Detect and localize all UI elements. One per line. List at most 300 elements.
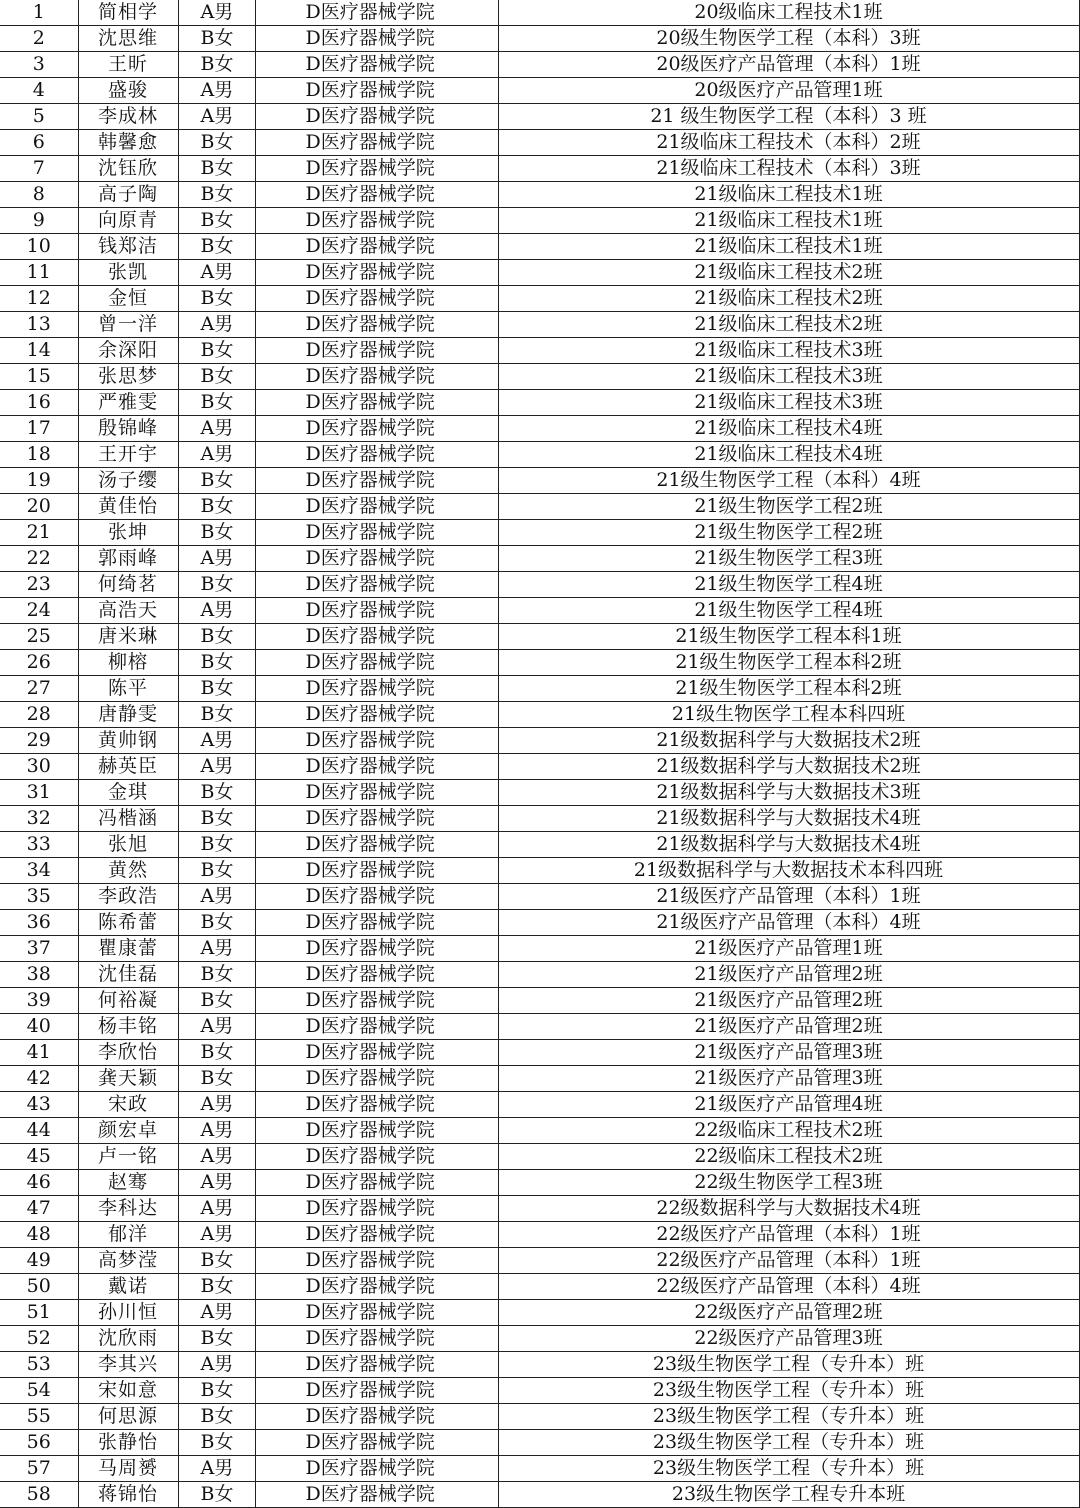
gender-cell[interactable]: B女 (178, 468, 255, 494)
class-cell[interactable]: 21级临床工程技术2班 (498, 312, 1079, 338)
gender-cell[interactable]: B女 (178, 780, 255, 806)
row-number-cell[interactable]: 38 (0, 962, 78, 988)
college-cell[interactable]: D医疗器械学院 (255, 390, 498, 416)
college-cell[interactable]: D医疗器械学院 (255, 130, 498, 156)
gender-cell[interactable]: B女 (178, 702, 255, 728)
student-name-cell[interactable]: 李欣怡 (78, 1040, 178, 1066)
class-cell[interactable]: 21级生物医学工程（本科）4班 (498, 468, 1079, 494)
student-name-cell[interactable]: 李科达 (78, 1196, 178, 1222)
gender-cell[interactable]: B女 (178, 1482, 255, 1508)
row-number-cell[interactable]: 21 (0, 520, 78, 546)
student-name-cell[interactable]: 何裕凝 (78, 988, 178, 1014)
row-number-cell[interactable]: 56 (0, 1430, 78, 1456)
college-cell[interactable]: D医疗器械学院 (255, 728, 498, 754)
row-number-cell[interactable]: 20 (0, 494, 78, 520)
college-cell[interactable]: D医疗器械学院 (255, 52, 498, 78)
gender-cell[interactable]: B女 (178, 130, 255, 156)
gender-cell[interactable]: B女 (178, 1378, 255, 1404)
gender-cell[interactable]: B女 (178, 572, 255, 598)
class-cell[interactable]: 21级生物医学工程4班 (498, 598, 1079, 624)
student-name-cell[interactable]: 龚天颖 (78, 1066, 178, 1092)
gender-cell[interactable]: A男 (178, 598, 255, 624)
student-name-cell[interactable]: 李其兴 (78, 1352, 178, 1378)
row-number-cell[interactable]: 34 (0, 858, 78, 884)
row-number-cell[interactable]: 58 (0, 1482, 78, 1508)
class-cell[interactable]: 20级临床工程技术1班 (498, 0, 1079, 26)
student-name-cell[interactable]: 宋政 (78, 1092, 178, 1118)
gender-cell[interactable]: A男 (178, 416, 255, 442)
row-number-cell[interactable]: 1 (0, 0, 78, 26)
class-cell[interactable]: 21级临床工程技术1班 (498, 208, 1079, 234)
row-number-cell[interactable]: 30 (0, 754, 78, 780)
college-cell[interactable]: D医疗器械学院 (255, 104, 498, 130)
class-cell[interactable]: 23级生物医学工程（专升本）班 (498, 1430, 1079, 1456)
college-cell[interactable]: D医疗器械学院 (255, 884, 498, 910)
college-cell[interactable]: D医疗器械学院 (255, 1300, 498, 1326)
class-cell[interactable]: 21级数据科学与大数据技术2班 (498, 728, 1079, 754)
row-number-cell[interactable]: 18 (0, 442, 78, 468)
college-cell[interactable]: D医疗器械学院 (255, 1196, 498, 1222)
student-name-cell[interactable]: 高浩天 (78, 598, 178, 624)
student-name-cell[interactable]: 张旭 (78, 832, 178, 858)
row-number-cell[interactable]: 37 (0, 936, 78, 962)
student-name-cell[interactable]: 高梦滢 (78, 1248, 178, 1274)
gender-cell[interactable]: A男 (178, 1014, 255, 1040)
class-cell[interactable]: 21级生物医学工程3班 (498, 546, 1079, 572)
student-name-cell[interactable]: 张凯 (78, 260, 178, 286)
class-cell[interactable]: 23级生物医学工程（专升本）班 (498, 1404, 1079, 1430)
college-cell[interactable]: D医疗器械学院 (255, 1222, 498, 1248)
class-cell[interactable]: 22级医疗产品管理（本科）1班 (498, 1222, 1079, 1248)
row-number-cell[interactable]: 16 (0, 390, 78, 416)
gender-cell[interactable]: A男 (178, 728, 255, 754)
row-number-cell[interactable]: 33 (0, 832, 78, 858)
student-name-cell[interactable]: 张思梦 (78, 364, 178, 390)
gender-cell[interactable]: A男 (178, 1300, 255, 1326)
college-cell[interactable]: D医疗器械学院 (255, 1378, 498, 1404)
student-name-cell[interactable]: 黄帅钢 (78, 728, 178, 754)
gender-cell[interactable]: B女 (178, 832, 255, 858)
row-number-cell[interactable]: 55 (0, 1404, 78, 1430)
college-cell[interactable]: D医疗器械学院 (255, 1274, 498, 1300)
gender-cell[interactable]: B女 (178, 806, 255, 832)
student-name-cell[interactable]: 杨丰铭 (78, 1014, 178, 1040)
class-cell[interactable]: 22级医疗产品管理（本科）4班 (498, 1274, 1079, 1300)
row-number-cell[interactable]: 5 (0, 104, 78, 130)
student-name-cell[interactable]: 黄佳怡 (78, 494, 178, 520)
class-cell[interactable]: 20级医疗产品管理（本科）1班 (498, 52, 1079, 78)
gender-cell[interactable]: B女 (178, 520, 255, 546)
gender-cell[interactable]: B女 (178, 52, 255, 78)
student-name-cell[interactable]: 高子陶 (78, 182, 178, 208)
student-name-cell[interactable]: 宋如意 (78, 1378, 178, 1404)
gender-cell[interactable]: B女 (178, 1326, 255, 1352)
college-cell[interactable]: D医疗器械学院 (255, 364, 498, 390)
college-cell[interactable]: D医疗器械学院 (255, 338, 498, 364)
class-cell[interactable]: 22级临床工程技术2班 (498, 1144, 1079, 1170)
college-cell[interactable]: D医疗器械学院 (255, 858, 498, 884)
gender-cell[interactable]: A男 (178, 104, 255, 130)
gender-cell[interactable]: B女 (178, 676, 255, 702)
class-cell[interactable]: 21级数据科学与大数据技术4班 (498, 806, 1079, 832)
student-name-cell[interactable]: 李政浩 (78, 884, 178, 910)
row-number-cell[interactable]: 29 (0, 728, 78, 754)
row-number-cell[interactable]: 28 (0, 702, 78, 728)
class-cell[interactable]: 22级数据科学与大数据技术4班 (498, 1196, 1079, 1222)
gender-cell[interactable]: B女 (178, 988, 255, 1014)
student-name-cell[interactable]: 张坤 (78, 520, 178, 546)
college-cell[interactable]: D医疗器械学院 (255, 1118, 498, 1144)
gender-cell[interactable]: A男 (178, 312, 255, 338)
row-number-cell[interactable]: 35 (0, 884, 78, 910)
student-name-cell[interactable]: 王开宇 (78, 442, 178, 468)
gender-cell[interactable]: B女 (178, 286, 255, 312)
gender-cell[interactable]: A男 (178, 936, 255, 962)
row-number-cell[interactable]: 25 (0, 624, 78, 650)
gender-cell[interactable]: B女 (178, 1404, 255, 1430)
row-number-cell[interactable]: 19 (0, 468, 78, 494)
class-cell[interactable]: 22级医疗产品管理2班 (498, 1300, 1079, 1326)
gender-cell[interactable]: B女 (178, 1274, 255, 1300)
college-cell[interactable]: D医疗器械学院 (255, 1482, 498, 1508)
class-cell[interactable]: 23级生物医学工程（专升本）班 (498, 1378, 1079, 1404)
row-number-cell[interactable]: 24 (0, 598, 78, 624)
gender-cell[interactable]: B女 (178, 494, 255, 520)
table-row (0, 1196, 1079, 1222)
class-cell[interactable]: 21级生物医学工程本科1班 (498, 624, 1079, 650)
college-cell[interactable]: D医疗器械学院 (255, 754, 498, 780)
class-cell[interactable]: 22级生物医学工程3班 (498, 1170, 1079, 1196)
college-cell[interactable]: D医疗器械学院 (255, 234, 498, 260)
row-number-cell[interactable]: 23 (0, 572, 78, 598)
gender-cell[interactable]: B女 (178, 1066, 255, 1092)
row-number-cell[interactable]: 6 (0, 130, 78, 156)
gender-cell[interactable]: B女 (178, 338, 255, 364)
row-number-cell[interactable]: 8 (0, 182, 78, 208)
student-name-cell[interactable]: 马周赟 (78, 1456, 178, 1482)
class-cell[interactable]: 22级医疗产品管理3班 (498, 1326, 1079, 1352)
row-number-cell[interactable]: 15 (0, 364, 78, 390)
college-cell[interactable]: D医疗器械学院 (255, 1144, 498, 1170)
class-cell[interactable]: 21级医疗产品管理（本科）1班 (498, 884, 1079, 910)
college-cell[interactable]: D医疗器械学院 (255, 962, 498, 988)
student-name-cell[interactable]: 何绮茗 (78, 572, 178, 598)
college-cell[interactable]: D医疗器械学院 (255, 1430, 498, 1456)
student-name-cell[interactable]: 郭雨峰 (78, 546, 178, 572)
gender-cell[interactable]: A男 (178, 1170, 255, 1196)
class-cell[interactable]: 21级医疗产品管理3班 (498, 1040, 1079, 1066)
class-cell[interactable]: 23级生物医学工程专升本班 (498, 1482, 1079, 1508)
row-number-cell[interactable]: 26 (0, 650, 78, 676)
college-cell[interactable]: D医疗器械学院 (255, 1040, 498, 1066)
class-cell[interactable]: 21级数据科学与大数据技术4班 (498, 832, 1079, 858)
college-cell[interactable]: D医疗器械学院 (255, 1326, 498, 1352)
class-cell[interactable]: 23级生物医学工程（专升本）班 (498, 1352, 1079, 1378)
row-number-cell[interactable]: 39 (0, 988, 78, 1014)
student-name-cell[interactable]: 瞿康蕾 (78, 936, 178, 962)
gender-cell[interactable]: A男 (178, 754, 255, 780)
gender-cell[interactable]: A男 (178, 78, 255, 104)
gender-cell[interactable]: A男 (178, 1352, 255, 1378)
class-cell[interactable]: 21级医疗产品管理（本科）4班 (498, 910, 1079, 936)
student-name-cell[interactable]: 简相学 (78, 0, 178, 26)
student-name-cell[interactable]: 沈佳磊 (78, 962, 178, 988)
table-row (0, 988, 1079, 1014)
row-number-cell[interactable]: 22 (0, 546, 78, 572)
student-name-cell[interactable]: 唐静雯 (78, 702, 178, 728)
row-number-cell[interactable]: 47 (0, 1196, 78, 1222)
table-row (0, 702, 1079, 728)
student-name-cell[interactable]: 盛骏 (78, 78, 178, 104)
table-row (0, 104, 1079, 130)
college-cell[interactable]: D医疗器械学院 (255, 1170, 498, 1196)
row-number-cell[interactable]: 27 (0, 676, 78, 702)
gender-cell[interactable]: B女 (178, 182, 255, 208)
college-cell[interactable]: D医疗器械学院 (255, 286, 498, 312)
college-cell[interactable]: D医疗器械学院 (255, 260, 498, 286)
college-cell[interactable]: D医疗器械学院 (255, 1066, 498, 1092)
class-cell[interactable]: 21级医疗产品管理2班 (498, 988, 1079, 1014)
row-number-cell[interactable]: 9 (0, 208, 78, 234)
row-number-cell[interactable]: 42 (0, 1066, 78, 1092)
class-cell[interactable]: 21级临床工程技术4班 (498, 416, 1079, 442)
student-name-cell[interactable]: 冯楷涵 (78, 806, 178, 832)
college-cell[interactable]: D医疗器械学院 (255, 0, 498, 26)
college-cell[interactable]: D医疗器械学院 (255, 78, 498, 104)
gender-cell[interactable]: A男 (178, 0, 255, 26)
class-cell[interactable]: 21级数据科学与大数据技术本科四班 (498, 858, 1079, 884)
row-number-cell[interactable]: 4 (0, 78, 78, 104)
class-cell[interactable]: 21级临床工程技术2班 (498, 260, 1079, 286)
student-name-cell[interactable]: 余深阳 (78, 338, 178, 364)
college-cell[interactable]: D医疗器械学院 (255, 312, 498, 338)
row-number-cell[interactable]: 48 (0, 1222, 78, 1248)
class-cell[interactable]: 21级医疗产品管理2班 (498, 1014, 1079, 1040)
gender-cell[interactable]: A男 (178, 1222, 255, 1248)
class-cell[interactable]: 22级医疗产品管理（本科）1班 (498, 1248, 1079, 1274)
row-number-cell[interactable]: 51 (0, 1300, 78, 1326)
college-cell[interactable]: D医疗器械学院 (255, 494, 498, 520)
college-cell[interactable]: D医疗器械学院 (255, 182, 498, 208)
row-number-cell[interactable]: 50 (0, 1274, 78, 1300)
class-cell[interactable]: 21级医疗产品管理2班 (498, 962, 1079, 988)
college-cell[interactable]: D医疗器械学院 (255, 702, 498, 728)
class-cell[interactable]: 21级临床工程技术1班 (498, 234, 1079, 260)
row-number-cell[interactable]: 57 (0, 1456, 78, 1482)
gender-cell[interactable]: A男 (178, 1144, 255, 1170)
college-cell[interactable]: D医疗器械学院 (255, 936, 498, 962)
college-cell[interactable]: D医疗器械学院 (255, 572, 498, 598)
college-cell[interactable]: D医疗器械学院 (255, 676, 498, 702)
gender-cell[interactable]: B女 (178, 624, 255, 650)
college-cell[interactable]: D医疗器械学院 (255, 26, 498, 52)
row-number-cell[interactable]: 17 (0, 416, 78, 442)
college-cell[interactable]: D医疗器械学院 (255, 806, 498, 832)
class-cell[interactable]: 21级医疗产品管理4班 (498, 1092, 1079, 1118)
gender-cell[interactable]: B女 (178, 156, 255, 182)
class-cell[interactable]: 21级生物医学工程本科2班 (498, 676, 1079, 702)
gender-cell[interactable]: B女 (178, 910, 255, 936)
class-cell[interactable]: 21级医疗产品管理3班 (498, 1066, 1079, 1092)
row-number-cell[interactable]: 40 (0, 1014, 78, 1040)
class-cell[interactable]: 21级临床工程技术2班 (498, 286, 1079, 312)
class-cell[interactable]: 23级生物医学工程（专升本）班 (498, 1456, 1079, 1482)
student-name-cell[interactable]: 张静怡 (78, 1430, 178, 1456)
table-row (0, 520, 1079, 546)
gender-cell[interactable]: B女 (178, 858, 255, 884)
row-number-cell[interactable]: 2 (0, 26, 78, 52)
row-number-cell[interactable]: 52 (0, 1326, 78, 1352)
college-cell[interactable]: D医疗器械学院 (255, 910, 498, 936)
gender-cell[interactable]: A男 (178, 1456, 255, 1482)
class-cell[interactable]: 21级医疗产品管理1班 (498, 936, 1079, 962)
student-name-cell[interactable]: 何思源 (78, 1404, 178, 1430)
gender-cell[interactable]: B女 (178, 390, 255, 416)
college-cell[interactable]: D医疗器械学院 (255, 780, 498, 806)
student-name-cell[interactable]: 陈平 (78, 676, 178, 702)
class-cell[interactable]: 21级数据科学与大数据技术2班 (498, 754, 1079, 780)
class-cell[interactable]: 21级生物医学工程本科2班 (498, 650, 1079, 676)
table-row (0, 832, 1079, 858)
college-cell[interactable]: D医疗器械学院 (255, 546, 498, 572)
student-name-cell[interactable]: 黄然 (78, 858, 178, 884)
class-cell[interactable]: 21级生物医学工程2班 (498, 494, 1079, 520)
student-name-cell[interactable]: 卢一铭 (78, 1144, 178, 1170)
student-name-cell[interactable]: 沈欣雨 (78, 1326, 178, 1352)
gender-cell[interactable]: B女 (178, 1248, 255, 1274)
gender-cell[interactable]: B女 (178, 208, 255, 234)
row-number-cell[interactable]: 43 (0, 1092, 78, 1118)
row-number-cell[interactable]: 41 (0, 1040, 78, 1066)
student-name-cell[interactable]: 王昕 (78, 52, 178, 78)
college-cell[interactable]: D医疗器械学院 (255, 988, 498, 1014)
gender-cell[interactable]: A男 (178, 1118, 255, 1144)
gender-cell[interactable]: A男 (178, 1092, 255, 1118)
student-name-cell[interactable]: 金琪 (78, 780, 178, 806)
student-name-cell[interactable]: 柳榕 (78, 650, 178, 676)
row-number-cell[interactable]: 12 (0, 286, 78, 312)
student-name-cell[interactable]: 向原青 (78, 208, 178, 234)
class-cell[interactable]: 21级生物医学工程2班 (498, 520, 1079, 546)
student-name-cell[interactable]: 赵骞 (78, 1170, 178, 1196)
row-number-cell[interactable]: 13 (0, 312, 78, 338)
student-name-cell[interactable]: 韩馨愈 (78, 130, 178, 156)
student-name-cell[interactable]: 唐米琳 (78, 624, 178, 650)
college-cell[interactable]: D医疗器械学院 (255, 468, 498, 494)
college-cell[interactable]: D医疗器械学院 (255, 1456, 498, 1482)
table-row (0, 1482, 1079, 1508)
student-name-cell[interactable]: 殷锦峰 (78, 416, 178, 442)
gender-cell[interactable]: B女 (178, 26, 255, 52)
class-cell[interactable]: 22级临床工程技术2班 (498, 1118, 1079, 1144)
row-number-cell[interactable]: 44 (0, 1118, 78, 1144)
student-name-cell[interactable]: 赫英臣 (78, 754, 178, 780)
college-cell[interactable]: D医疗器械学院 (255, 1352, 498, 1378)
class-cell[interactable]: 20级生物医学工程（本科）3班 (498, 26, 1079, 52)
class-cell[interactable]: 21级临床工程技术3班 (498, 390, 1079, 416)
class-cell[interactable]: 21级临床工程技术4班 (498, 442, 1079, 468)
class-cell[interactable]: 21级临床工程技术1班 (498, 182, 1079, 208)
college-cell[interactable]: D医疗器械学院 (255, 442, 498, 468)
college-cell[interactable]: D医疗器械学院 (255, 832, 498, 858)
college-cell[interactable]: D医疗器械学院 (255, 624, 498, 650)
student-name-cell[interactable]: 沈钰欣 (78, 156, 178, 182)
student-name-cell[interactable]: 郁洋 (78, 1222, 178, 1248)
row-number-cell[interactable]: 10 (0, 234, 78, 260)
gender-cell[interactable]: B女 (178, 234, 255, 260)
class-cell[interactable]: 21级临床工程技术3班 (498, 364, 1079, 390)
class-cell[interactable]: 21 级生物医学工程（本科）3 班 (498, 104, 1079, 130)
table-row (0, 364, 1079, 390)
student-name-cell[interactable]: 钱郑洁 (78, 234, 178, 260)
gender-cell[interactable]: B女 (178, 650, 255, 676)
gender-cell[interactable]: B女 (178, 364, 255, 390)
gender-cell[interactable]: A男 (178, 546, 255, 572)
student-name-cell[interactable]: 颜宏卓 (78, 1118, 178, 1144)
class-cell[interactable]: 21级生物医学工程本科四班 (498, 702, 1079, 728)
college-cell[interactable]: D医疗器械学院 (255, 156, 498, 182)
row-number-cell[interactable]: 14 (0, 338, 78, 364)
student-name-cell[interactable]: 陈希蕾 (78, 910, 178, 936)
student-name-cell[interactable]: 汤子缨 (78, 468, 178, 494)
student-name-cell[interactable]: 戴诺 (78, 1274, 178, 1300)
row-number-cell[interactable]: 31 (0, 780, 78, 806)
college-cell[interactable]: D医疗器械学院 (255, 1404, 498, 1430)
student-name-cell[interactable]: 沈思维 (78, 26, 178, 52)
college-cell[interactable]: D医疗器械学院 (255, 650, 498, 676)
class-cell[interactable]: 21级临床工程技术3班 (498, 338, 1079, 364)
student-name-cell[interactable]: 蒋锦怡 (78, 1482, 178, 1508)
class-cell[interactable]: 21级生物医学工程4班 (498, 572, 1079, 598)
row-number-cell[interactable]: 45 (0, 1144, 78, 1170)
gender-cell[interactable]: B女 (178, 962, 255, 988)
row-number-cell[interactable]: 3 (0, 52, 78, 78)
college-cell[interactable]: D医疗器械学院 (255, 416, 498, 442)
student-name-cell[interactable]: 曾一洋 (78, 312, 178, 338)
table-row (0, 312, 1079, 338)
row-number-cell[interactable]: 32 (0, 806, 78, 832)
class-cell[interactable]: 21级临床工程技术（本科）2班 (498, 130, 1079, 156)
gender-cell[interactable]: A男 (178, 442, 255, 468)
row-number-cell[interactable]: 49 (0, 1248, 78, 1274)
student-name-cell[interactable]: 孙川恒 (78, 1300, 178, 1326)
gender-cell[interactable]: A男 (178, 260, 255, 286)
row-number-cell[interactable]: 54 (0, 1378, 78, 1404)
class-cell[interactable]: 21级数据科学与大数据技术3班 (498, 780, 1079, 806)
student-name-cell[interactable]: 李成林 (78, 104, 178, 130)
gender-cell[interactable]: B女 (178, 1430, 255, 1456)
college-cell[interactable]: D医疗器械学院 (255, 1092, 498, 1118)
gender-cell[interactable]: A男 (178, 1196, 255, 1222)
student-name-cell[interactable]: 严雅雯 (78, 390, 178, 416)
row-number-cell[interactable]: 7 (0, 156, 78, 182)
college-cell[interactable]: D医疗器械学院 (255, 598, 498, 624)
class-cell[interactable]: 20级医疗产品管理1班 (498, 78, 1079, 104)
college-cell[interactable]: D医疗器械学院 (255, 520, 498, 546)
row-number-cell[interactable]: 11 (0, 260, 78, 286)
table-row (0, 1300, 1079, 1326)
row-number-cell[interactable]: 53 (0, 1352, 78, 1378)
row-number-cell[interactable]: 36 (0, 910, 78, 936)
college-cell[interactable]: D医疗器械学院 (255, 208, 498, 234)
class-cell[interactable]: 21级临床工程技术（本科）3班 (498, 156, 1079, 182)
college-cell[interactable]: D医疗器械学院 (255, 1014, 498, 1040)
student-name-cell[interactable]: 金恒 (78, 286, 178, 312)
gender-cell[interactable]: A男 (178, 884, 255, 910)
college-cell[interactable]: D医疗器械学院 (255, 1248, 498, 1274)
gender-cell[interactable]: B女 (178, 1040, 255, 1066)
row-number-cell[interactable]: 46 (0, 1170, 78, 1196)
